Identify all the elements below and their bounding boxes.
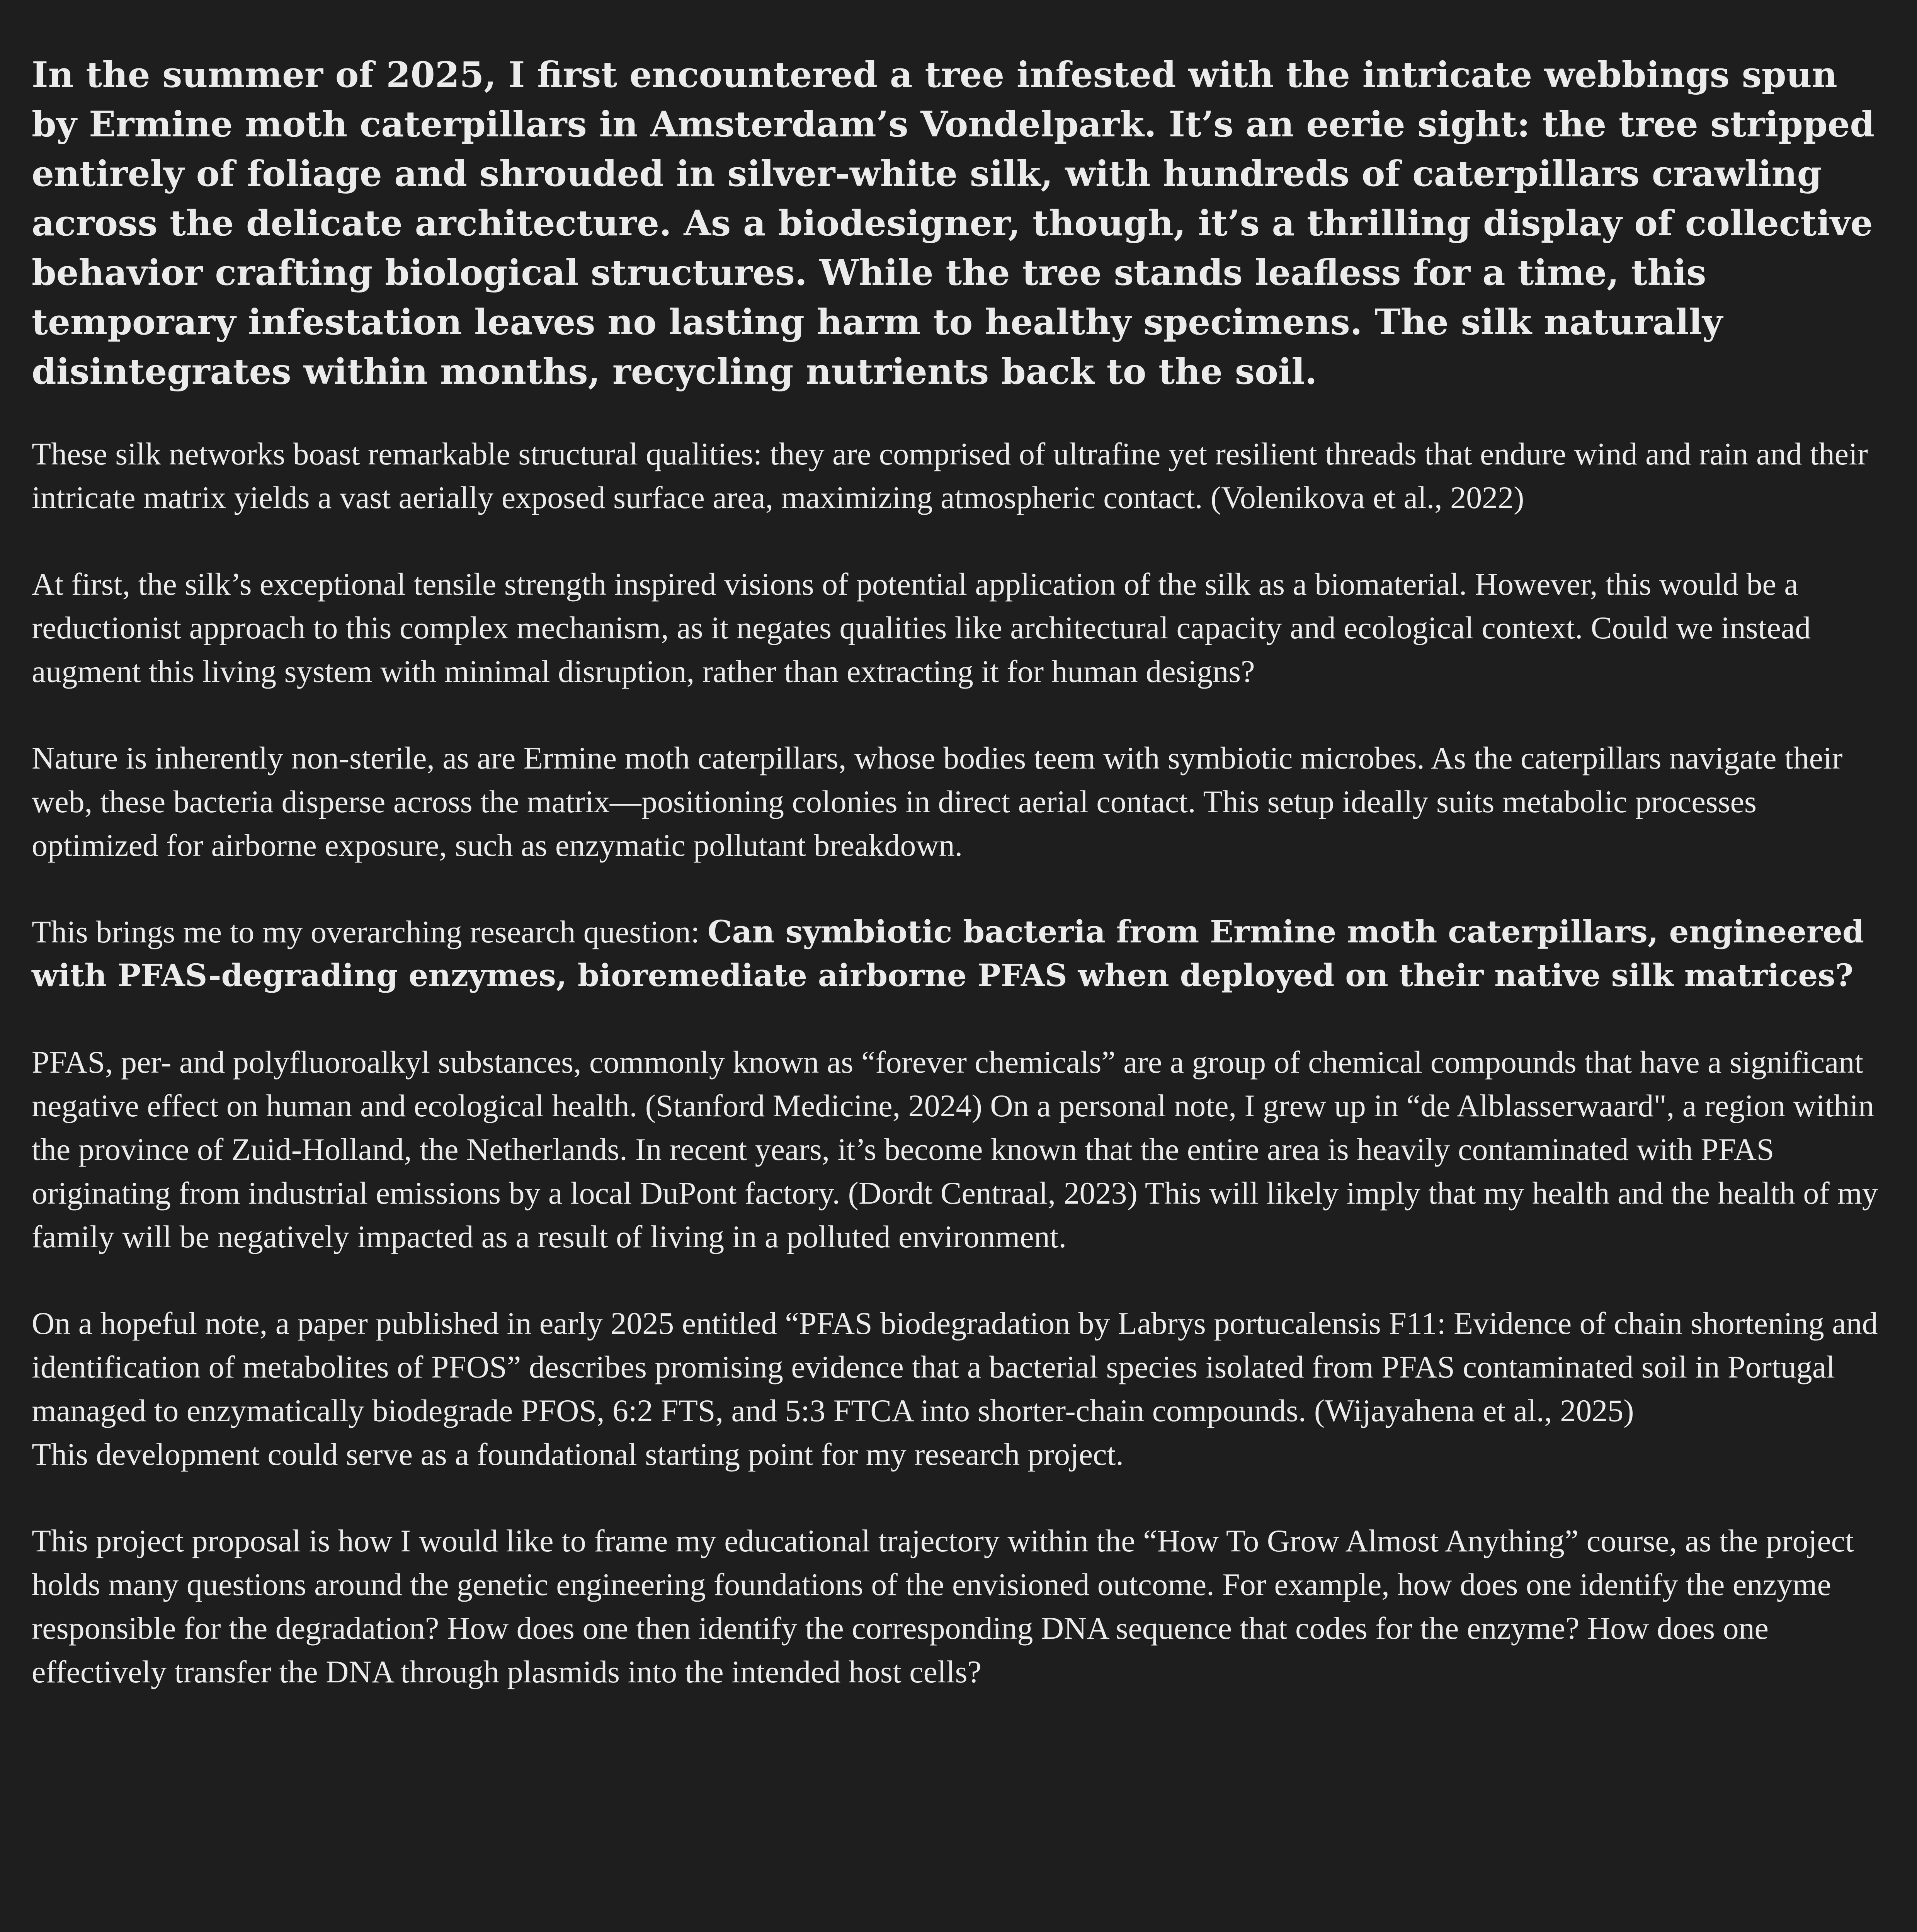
hopeful-note-paragraph: On a hopeful note, a paper published in early 2025 entitled “PFAS biodegradation by Labrys portucalensis F11: Evidence of chain shortening and identification of metabolites of PFOS” describes promising evidence that a bacterial species isolated from PFAS contaminated soil in Portugal managed to enzymatically biodegrade PFOS, 6:2 FTS, and 5:3 FTCA into shorter-chain compounds. (Wijayahena et al., 2025) [32, 1306, 1878, 1428]
foundation-paragraph: This development could serve as a foundational starting point for my research project. [32, 1437, 1124, 1472]
research-question-lead: This brings me to my overarching research question: [32, 914, 708, 949]
tensile-strength-paragraph: At first, the silk’s exceptional tensile strength inspired visions of potential application of the silk as a biomaterial. However, this would be a reductionist approach to this complex mechanism, as it negates qualities like architectural capacity and ecological context. Could we instead augment this living system with minimal disruption, rather than extracting it for human designs? [32, 566, 1811, 689]
silk-networks-paragraph: These silk networks boast remarkable structural qualities: they are comprised of ultrafine yet resilient threads that endure wind and rain and their intricate matrix yields a vast aerially exposed surface area, maximizing atmospheric contact. (Volenikova et al., 2022) [32, 436, 1868, 515]
project-proposal-paragraph: This project proposal is how I would like to frame my educational trajectory within the “How To Grow Almost Anything” course, as the project holds many questions around the genetic engineering foundations of the envisioned outcome. For example, how does one identify the enzyme responsible for the degradation? How does one then identify the corresponding DNA sequence that codes for the enzyme? How does one effectively transfer the DNA through plasmids into the intended host cells? [32, 1523, 1854, 1689]
pfas-paragraph: PFAS, per- and polyfluoroalkyl substances, commonly known as “forever chemicals” are a group of chemical compounds that have a significant negative effect on human and ecological health. (Stanford Medicine, 2024) On a personal note, I grew up in “de Alblasserwaard", a region within the province of Zuid-Holland, the Netherlands. In recent years, it’s become known that the entire area is heavily contaminated with PFAS originating from industrial emissions by a local DuPont factory. (Dordt Centraal, 2023) This will likely imply that my health and the health of my family will be negatively impacted as a result of living in a polluted environment. [32, 1044, 1878, 1254]
research-question: Can symbiotic bacteria from Ermine moth caterpillars, engineered with PFAS-degrading enzymes, bioremediate airborne PFAS when deployed on their native silk matrices? [32, 913, 1864, 993]
intro-paragraph: In the summer of 2025, I first encountered a tree infested with the intricate webbings spun by Ermine moth caterpillars in Amsterdam’s Vondelpark. It’s an eerie sight: the tree stripped entirely of foliage and shrouded in silver-white silk, with hundreds of caterpillars crawling across the delicate architecture. As a biodesigner, though, it’s a thrilling display of collective behavior crafting biological structures. While the tree stands leafless for a time, this temporary infestation leaves no lasting harm to healthy specimens. The silk naturally disintegrates within months, recycling nutrients back to the soil. [32, 54, 1874, 392]
research-question-paragraph [32, 910, 1886, 997]
essay-body [32, 50, 1886, 1736]
non-sterile-paragraph: Nature is inherently non-sterile, as are Ermine moth caterpillars, whose bodies teem with symbiotic microbes. As the caterpillars navigate their web, these bacteria disperse across the matrix—positioning colonies in direct aerial contact. This setup ideally suits metabolic processes optimized for airborne exposure, such as enzymatic pollutant breakdown. [32, 740, 1843, 863]
